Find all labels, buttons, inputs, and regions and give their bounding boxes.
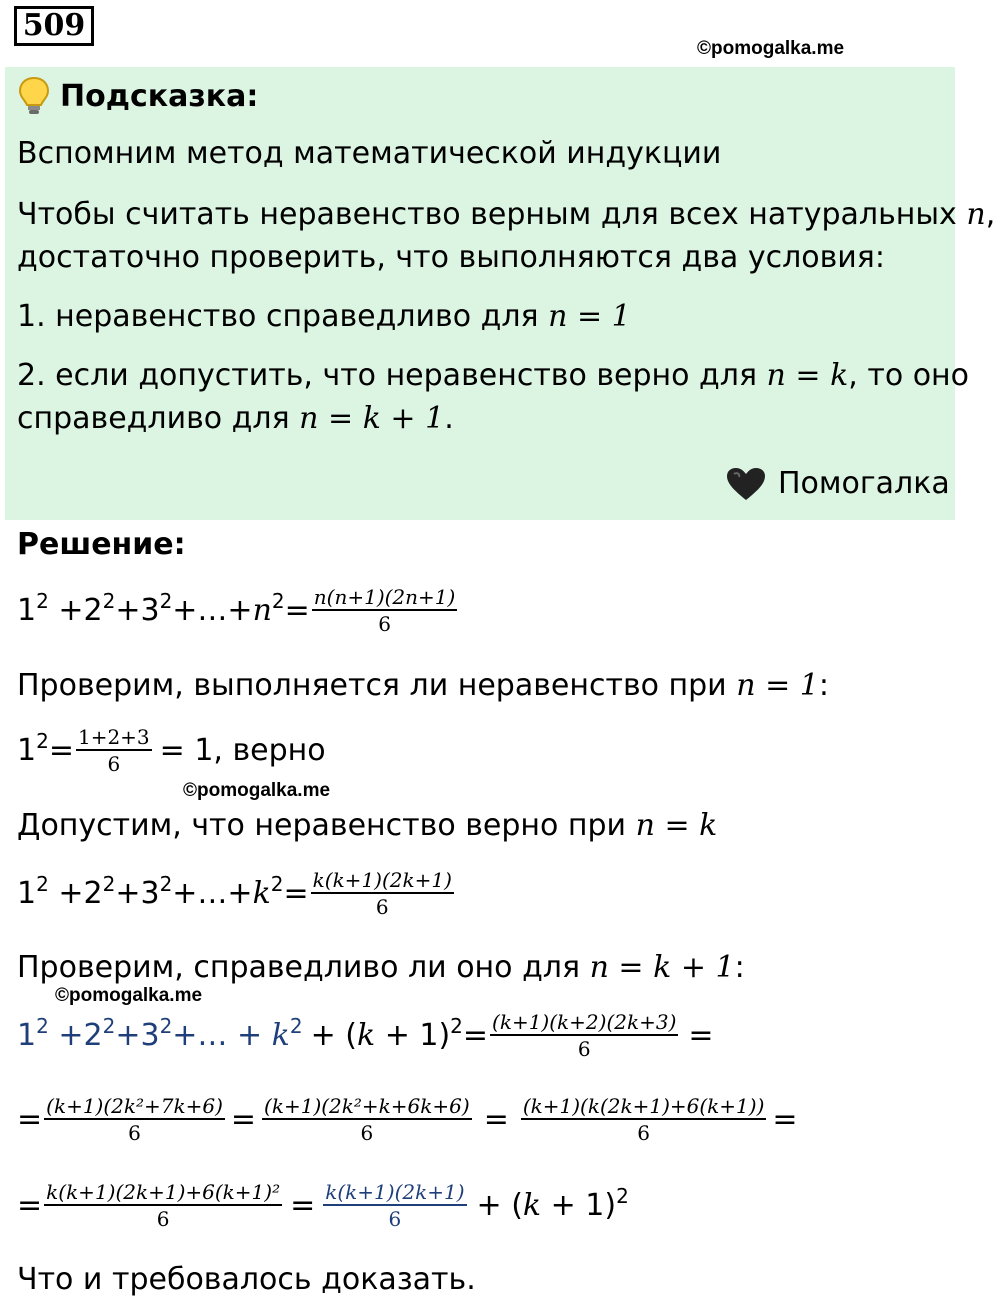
solution-heading: Решение: [17,527,186,562]
brand-name: Помогалка [778,466,950,501]
final-numerator-2: k(k+1)(2k+1) [325,1180,465,1204]
transform-numerator-1: (k+1)(2k²+7k+6) [46,1094,223,1118]
hint-box [5,67,955,520]
transform-denominator-1: 6 [128,1121,141,1145]
base-fraction [76,725,152,777]
transform-fraction-3 [521,1094,767,1146]
cond2b-text: справедливо для [17,401,300,436]
formula-sum [17,585,459,637]
step-formula [17,1010,714,1062]
hint-line1: Вспомним метод математической индукции [17,136,722,171]
hint-title: Подсказка: [60,79,259,114]
assume-formula [17,868,456,920]
transform-denominator-2: 6 [360,1121,374,1145]
cond1-math: n = 1 [548,299,631,334]
final-fraction-2 [323,1180,466,1232]
final-denominator-1: 6 [156,1207,170,1231]
transform-line-1 [17,1094,798,1146]
conclusion: Что и требовалось доказать. [17,1262,476,1297]
final-fraction-1 [44,1180,282,1232]
transform-denominator-3: 6 [637,1121,650,1145]
formula-lhs: $1^2$ $+2^2+3^2+\dots+n^2=$ [17,589,310,628]
watermark: ©pomogalka.me [697,38,845,59]
transform-fraction-1 [44,1094,225,1146]
check2-text: Проверим, справедливо ли оно для [17,950,590,985]
cond2a-text: 2. если допустить, что неравенство верно для [17,358,767,393]
eq-sign: = [17,1102,43,1137]
assume-fraction [311,868,454,920]
formula-denominator: 6 [378,612,391,636]
base-case [17,725,326,777]
step-denominator: 6 [577,1037,591,1061]
cond2b-math: n = k + 1 [299,401,445,436]
base-denominator: 6 [107,752,121,776]
assume-lhs: $1^2$ $+2^2+3^2+\dots+k^2=$ [17,872,309,911]
step-fraction [490,1010,678,1062]
eq-sign: = [290,1188,316,1223]
check2-line: Проверим, справедливо ли оно для n = k + 1: [17,950,745,985]
assume-denominator: 6 [375,895,389,919]
step-numerator: (k+1)(k+2)(2k+3) [492,1010,677,1034]
eq-sign: = [17,1188,43,1223]
check1-text: Проверим, выполняется ли неравенство при [17,668,737,703]
hint-line2a-text: Чтобы считать неравенство верным для всех натуральных [17,197,967,232]
n-variable: n [966,197,986,232]
hint-line2a: Чтобы считать неравенство верным для всех натуральных n, [17,197,995,232]
assume-numerator: k(k+1)(2k+1) [312,868,452,892]
transform-numerator-2: (k+1)(2k²+k+6k+6) [264,1094,470,1118]
final-denominator-2: 6 [388,1207,402,1231]
step-lhs-added: + $(k + 1)^2=$ [310,1014,489,1053]
lightbulb-icon [17,76,51,120]
task-number: 509 [14,6,94,46]
watermark-3: ©pomogalka.me [55,985,203,1006]
cond2a-math: n = k [766,358,849,393]
base-tail: = 1, верно [159,733,326,768]
final-tail: + $(k + 1)^2$ [476,1184,629,1223]
final-numerator-1: k(k+1)(2k+1)+6(k+1)² [46,1180,281,1204]
step-lhs-blue: $1^2$ $+2^2+3^2+\dots + k^2$ [17,1014,303,1053]
hint-cond2a [17,358,969,394]
cond2a-tail: , то оно [848,358,970,393]
eq-sign: = [230,1102,257,1137]
transform-numerator-3: (k+1)(k(2k+1)+6(k+1)) [522,1094,765,1118]
base-lhs: $1^2=$ [17,729,74,768]
heart-icon [725,466,767,506]
step-eq: = [688,1018,714,1053]
assume-math: n = k [635,808,718,843]
watermark-2: ©pomogalka.me [183,780,331,801]
check1-line: Проверим, выполняется ли неравенство при n = 1: [17,668,829,703]
formula-fraction [312,585,458,637]
hint-cond2b: справедливо для n = k + 1. [17,401,454,436]
base-numerator: 1+2+3 [77,725,150,749]
eq-sign: = [483,1102,509,1137]
assume-text: Допустим, что неравенство верно при [17,808,636,843]
transform-fraction-2 [262,1094,472,1146]
check1-math: n = 1 [736,668,819,703]
cond1-text: 1. неравенство справедливо для [17,299,549,334]
eq-sign: = [772,1102,798,1137]
transform-line-2 [17,1180,629,1232]
check2-math: n = k + 1 [589,950,735,985]
assume-line [17,808,717,844]
formula-numerator: n(n+1)(2n+1) [313,585,456,609]
hint-cond1 [17,299,631,335]
hint-line2b: достаточно проверить, что выполняются два условия: [17,240,885,275]
